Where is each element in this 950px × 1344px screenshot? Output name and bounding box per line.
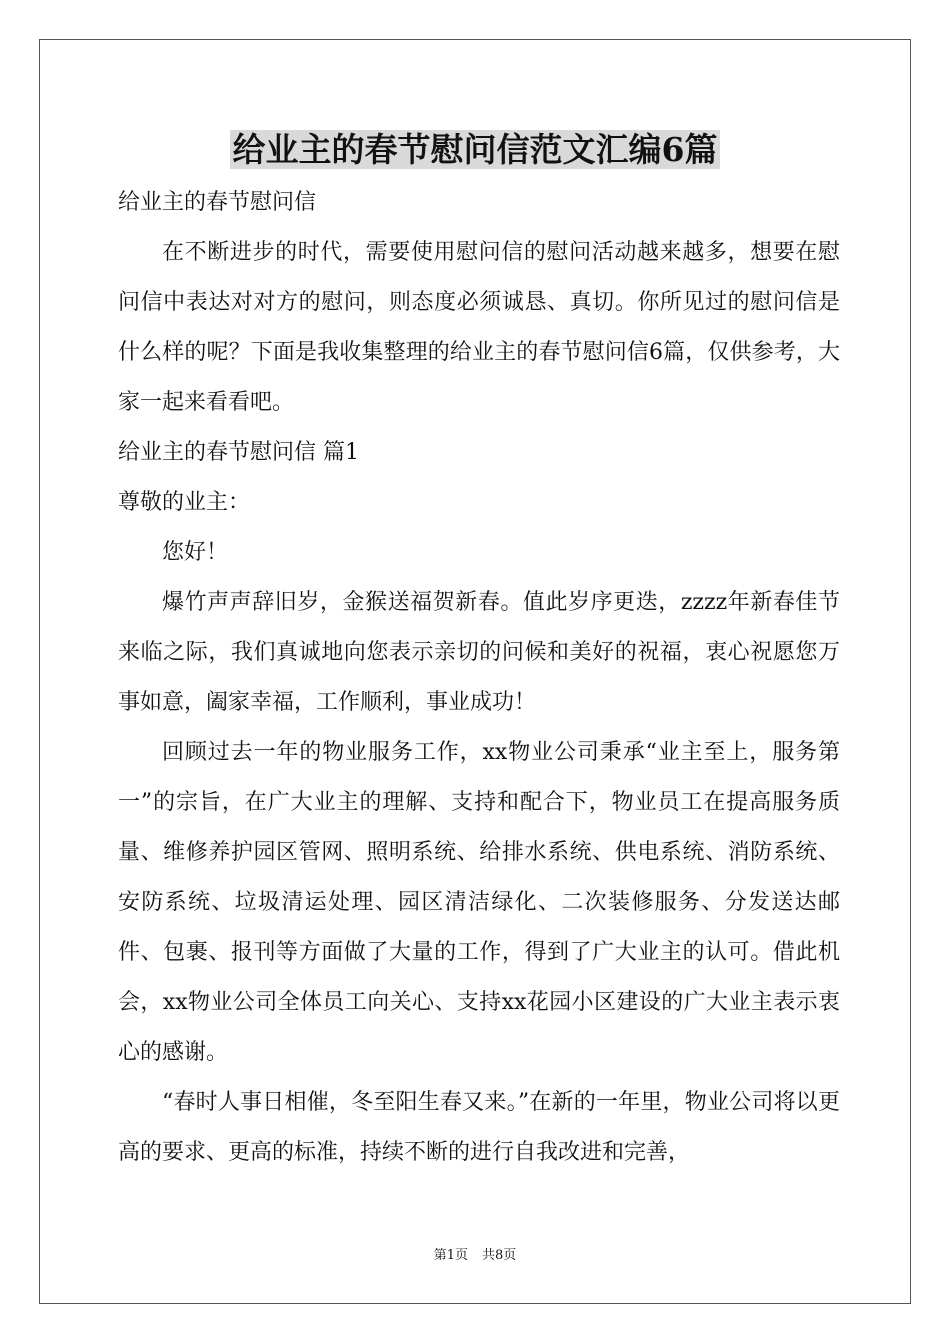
intro-paragraph: 在不断进步的时代，需要使用慰问信的慰问活动越来越多，想要在慰问信中表达对对方的慰问，则态度必须诚恳、真切。你所见过的慰问信是什么样的呢？下面是我收集整理的给业主的春节慰问信6篇，仅供参考，大家一起来看看吧。 [118, 240, 840, 415]
page-footer [0, 1246, 950, 1266]
greeting: 您好！ [162, 540, 229, 565]
body-paragraph: 爆竹声声辞旧岁，金猴送福贺新春。值此岁序更迭，zzzz年新春佳节来临之际，我们真诚地向您表示亲切的问候和美好的祝福，衷心祝愿您万事如意，阖家幸福，工作顺利，事业成功！ [118, 590, 840, 715]
page-number: 第1页 [433, 1248, 468, 1263]
document-body [118, 178, 840, 1178]
salutation: 尊敬的业主： [118, 490, 251, 515]
document-subtitle: 给业主的春节慰问信 [118, 190, 317, 215]
body-paragraph: 回顾过去一年的物业服务工作，xx物业公司秉承“业主至上，服务第一”的宗旨，在广大业主的理解、支持和配合下，物业员工在提高服务质量、维修养护园区管网、照明系统、给排水系统、供电系统、消防系统、安防系统、垃圾清运处理、园区清洁绿化、二次装修服务、分发送达邮件、包裹、报刊等方面做了大量的工作，得到了广大业主的认可。借此机会，xx物业公司全体员工向关心、支持xx花园小区建设的广大业主表示衷心的感谢。 [118, 740, 840, 1065]
document-title [0, 128, 950, 172]
document-title-text: 给业主的春节慰问信范文汇编6篇 [230, 130, 721, 169]
body-paragraph: “春时人事日相催，冬至阳生春又来。”在新的一年里，物业公司将以更高的要求、更高的标准，持续不断的进行自我改进和完善， [118, 1090, 840, 1165]
page-total: 共8页 [482, 1248, 517, 1263]
section-heading: 给业主的春节慰问信 篇1 [118, 440, 359, 465]
